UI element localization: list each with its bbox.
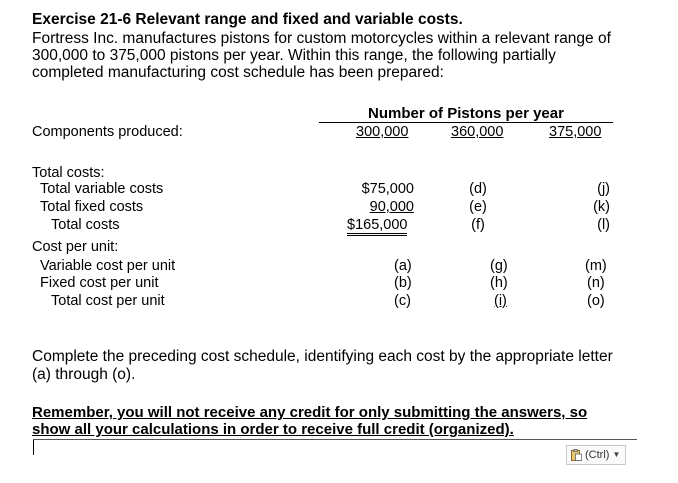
row-label-fixed-per-unit: Fixed cost per unit: [40, 275, 159, 291]
cell-value: (d): [469, 181, 487, 197]
cell-value: 90,000: [369, 199, 414, 215]
intro-line: completed manufacturing cost schedule has been prepared:: [32, 64, 444, 81]
paste-options-button[interactable]: [566, 445, 626, 465]
cell-value: (n): [587, 275, 605, 291]
intro-line: Fortress Inc. manufactures pistons for custom motorcycles within a relevant range of: [32, 30, 611, 47]
chevron-down-icon: ▼: [612, 450, 621, 459]
cell-value: $165,000: [347, 217, 407, 236]
cell-value: (g): [490, 258, 508, 274]
cell-value: (o): [587, 293, 605, 309]
components-label: Components produced:: [32, 124, 183, 140]
total-costs-label: Total costs:: [32, 165, 105, 181]
column-300000: 300,000: [356, 124, 409, 140]
cell-value: (l): [597, 217, 610, 233]
instructions: [32, 348, 613, 384]
row-label-total-fixed: Total fixed costs: [40, 199, 144, 215]
column-375000: 375,000: [549, 124, 602, 140]
cell-value: (b): [394, 275, 412, 291]
cell-value: (h): [490, 275, 508, 291]
row-label-total-per-unit: Total cost per unit: [51, 293, 165, 309]
row-label-total-variable: Total variable costs: [40, 181, 164, 197]
row-label-variable-per-unit: Variable cost per unit: [40, 258, 176, 274]
remember-note: [32, 404, 587, 438]
cell-value: (i): [494, 293, 507, 309]
text-cursor[interactable]: [33, 440, 34, 455]
cell-value: (k): [593, 199, 610, 215]
remember-line: Remember, you will not receive any credit for only submitting the answers, so: [32, 404, 588, 421]
cell-value: (c): [394, 293, 411, 309]
row-label-total-costs: Total costs: [51, 217, 120, 233]
cell-value: (a): [394, 258, 412, 274]
instruction-line: (a) through (o).: [32, 366, 136, 383]
paste-options-label: (Ctrl): [585, 449, 610, 461]
schedule-header: Number of Pistons per year: [319, 105, 613, 123]
cell-value: (m): [585, 258, 607, 274]
intro-line: 300,000 to 375,000 pistons per year. Within this range, the following partially: [32, 47, 556, 64]
cell-value: $75,000: [361, 181, 414, 197]
instruction-line: Complete the preceding cost schedule, identifying each cost by the appropriate letter: [32, 348, 613, 365]
cell-value: (e): [469, 199, 487, 215]
answer-area-divider: [33, 439, 637, 440]
cell-value: (f): [471, 217, 485, 233]
cell-value: (j): [597, 181, 610, 197]
cost-per-unit-label: Cost per unit:: [32, 239, 119, 255]
intro-paragraph: [32, 30, 662, 81]
remember-line: show all your calculations in order to receive full credit (organized).: [32, 421, 514, 438]
exercise-title: Exercise 21-6 Relevant range and fixed and variable costs.: [32, 11, 463, 28]
column-360000: 360,000: [451, 124, 504, 140]
clipboard-icon: [571, 449, 582, 461]
